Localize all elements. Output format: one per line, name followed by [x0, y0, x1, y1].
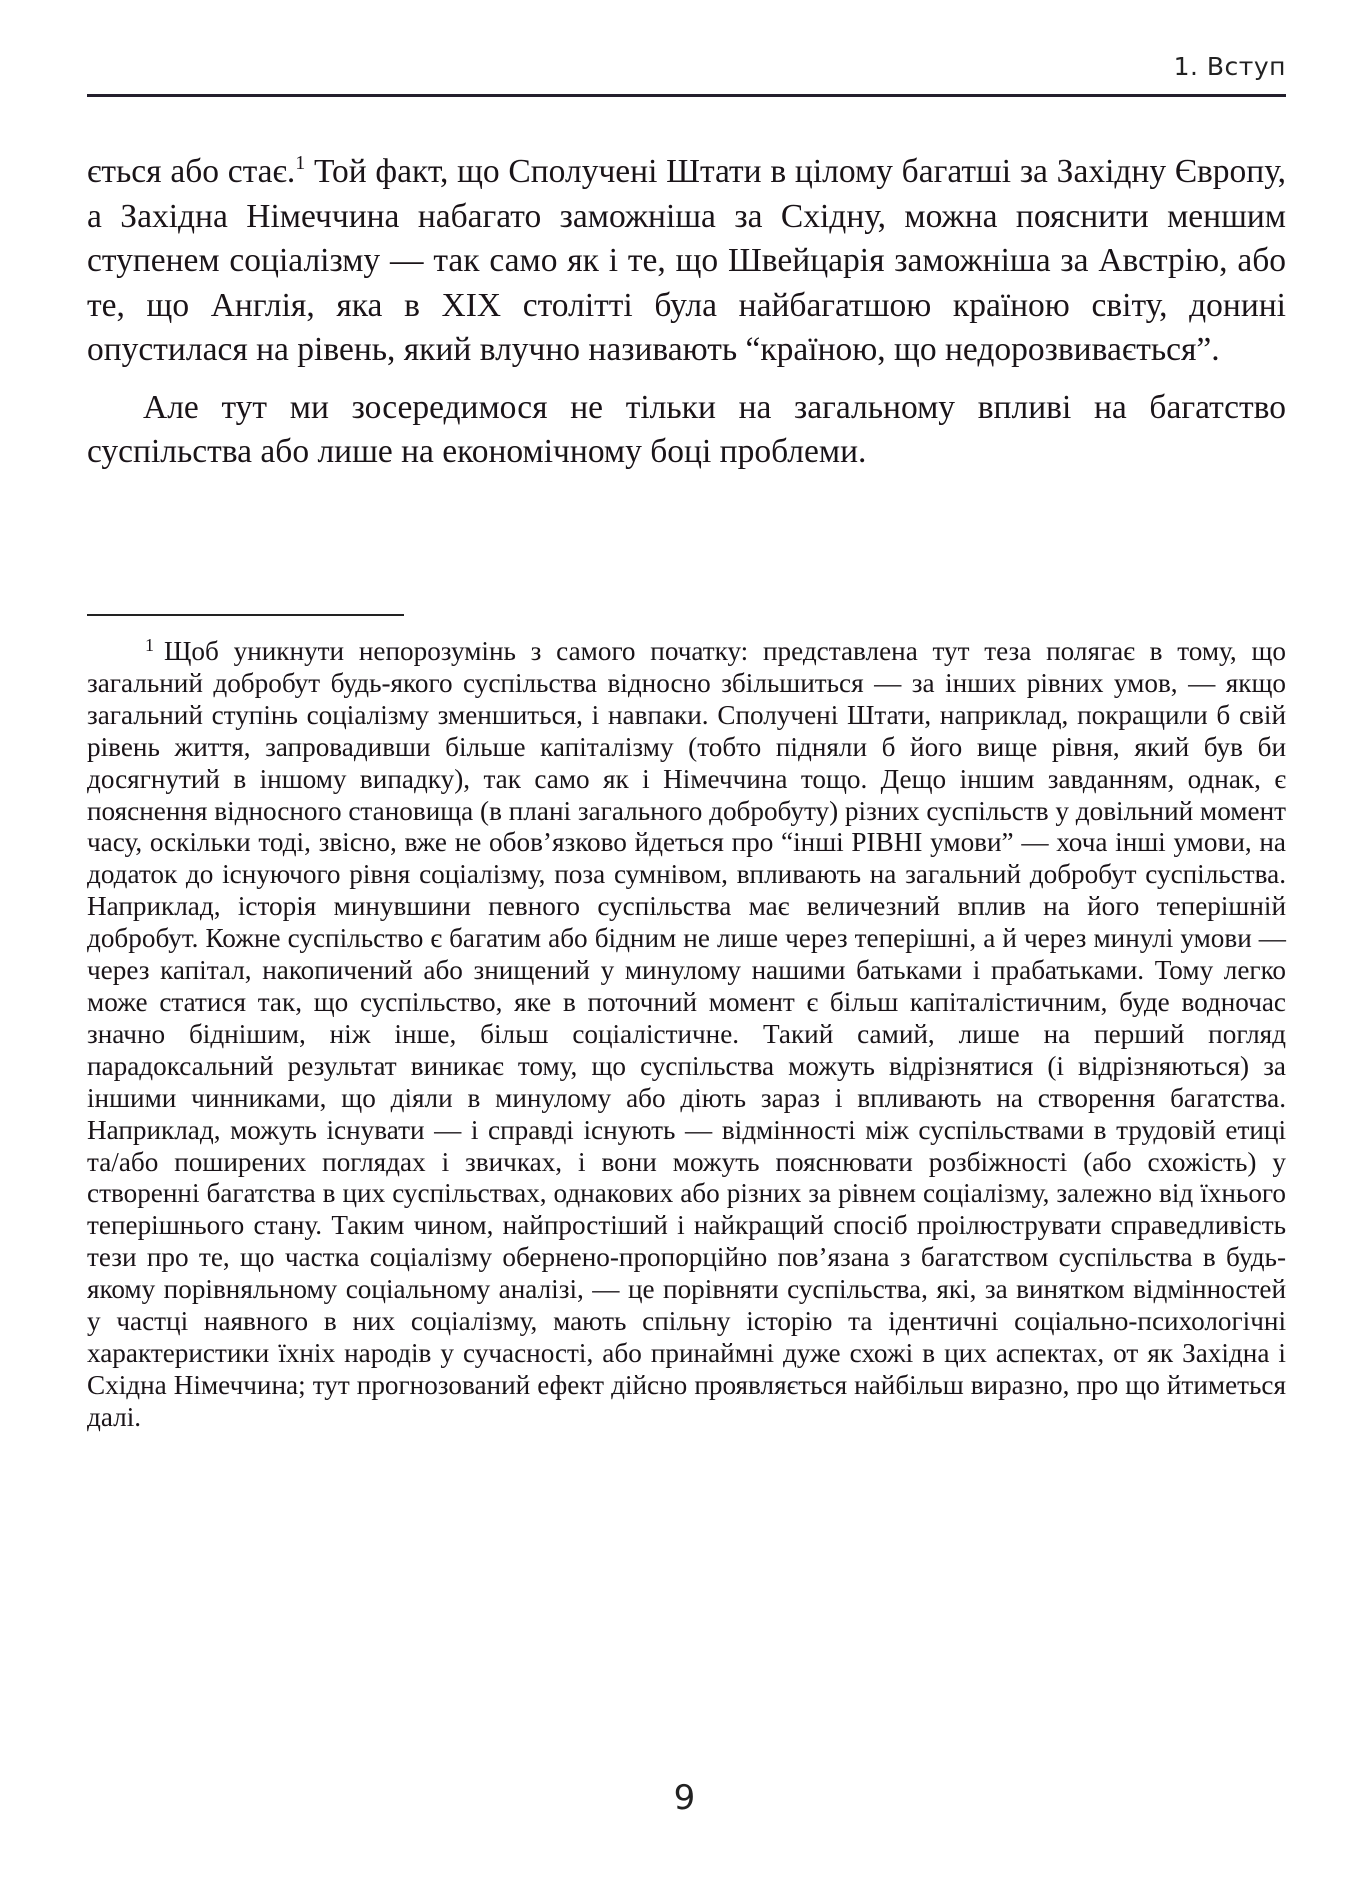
footnote-1 — [87, 636, 1286, 1434]
header-rule — [87, 94, 1286, 97]
footnote-paragraph — [87, 636, 1286, 1434]
running-head-title: 1. Вступ — [1173, 52, 1286, 81]
footnote-text: Щоб уникнути непорозумінь з самого початку: представлена тут теза полягає в тому, що загальний добробут будь-якого суспільства відносно збільшиться — за інших рівних умов, — якщо загальний ступінь соціалізму зменшиться, і навпаки. Сполучені Штати, наприклад, покращили б свій рівень життя, запровадивши більше капіталізму (тобто підняли б його вище рівня, який був би досягнутий в іншому випадку), так само як і Німеччина тощо. Дещо іншим завданням, однак, є пояснення відносного становища (в плані загального добробуту) різних суспільств у довільний момент часу, оскільки тоді, звісно, вже не обов’язково йдеться про “інші РІВНІ умови” — хоча інші умови, на додаток до існуючого рівня соціалізму, поза сумнівом, впливають на загальний добробут суспільства. Наприклад, історія минувшини певного суспільства має величезний вплив на його теперішній добробут. Кожне суспільство є багатим або бідним не лише через теперішні, а й через минулі умови — через капітал, накопичений або знищений у минулому нашими батьками і прабатьками. Тому легко може статися так, що суспільство, яке в поточний момент є більш капіталістичним, буде водночас значно біднішим, ніж інше, більш соціалістичне. Такий самий, лише на перший погляд парадоксальний результат виникає тому, що суспільства можуть відрізнятися (і відрізняються) за іншими чинниками, що діяли в минулому або діють зараз і впливають на створення багатства. Наприклад, можуть існувати — і справді існують — відмінності між суспільствами в трудовій етиці та/або поширених поглядах і звичках, і вони можуть пояснювати розбіжності (або схожість) у створенні багатства в цих суспільствах, однакових або різних за рівнем соціалізму, залежно від їхнього теперішнього стану. Таким чином, найпростіший і найкращий спосіб проілюструвати справедливість тези про те, що частка соціалізму обернено-пропорційно пов’язана з багатством суспільства в будь-якому порівняльному соціальному аналізі, — це порівняти суспільства, які, за винятком відмінностей у частці наявного в них соціалізму, мають спільну історію та ідентичні соціально-психологічні характеристики їхніх народів у сучасності, або принаймні дуже схожі в цих аспектах, от як Західна і Східна Німеччина; тут прогнозований ефект дійсно проявляється найбільш виразно, про що йтиметься далі. — [87, 636, 1286, 1432]
page-number: 9 — [673, 1778, 696, 1818]
footnote-marker: 1 — [145, 635, 154, 655]
paragraph-1-start: ється або стає. — [87, 153, 296, 190]
footnote-separator — [87, 614, 404, 616]
paragraph-1-rest: Той факт, що Сполучені Штати в цілому багатші за Західну Європу, а Західна Німеччина набагато заможніша за Східну, можна пояснити меншим ступенем соціалізму — так само як і те, що Швейцарія заможніша за Австрію, або те, що Англія, яка в XIX столітті була найбагатшою країною світу, донині опустилася на рівень, який влучно називають “країною, що недорозвивається”. — [87, 153, 1286, 368]
main-text — [87, 150, 1286, 475]
footnote-reference[interactable]: 1 — [295, 152, 306, 174]
paragraph-1 — [87, 150, 1286, 373]
paragraph-2: Але тут ми зосередимося не тільки на загальному впливі на багатство суспільства або лише на економічному боці проблеми. — [87, 388, 1286, 470]
